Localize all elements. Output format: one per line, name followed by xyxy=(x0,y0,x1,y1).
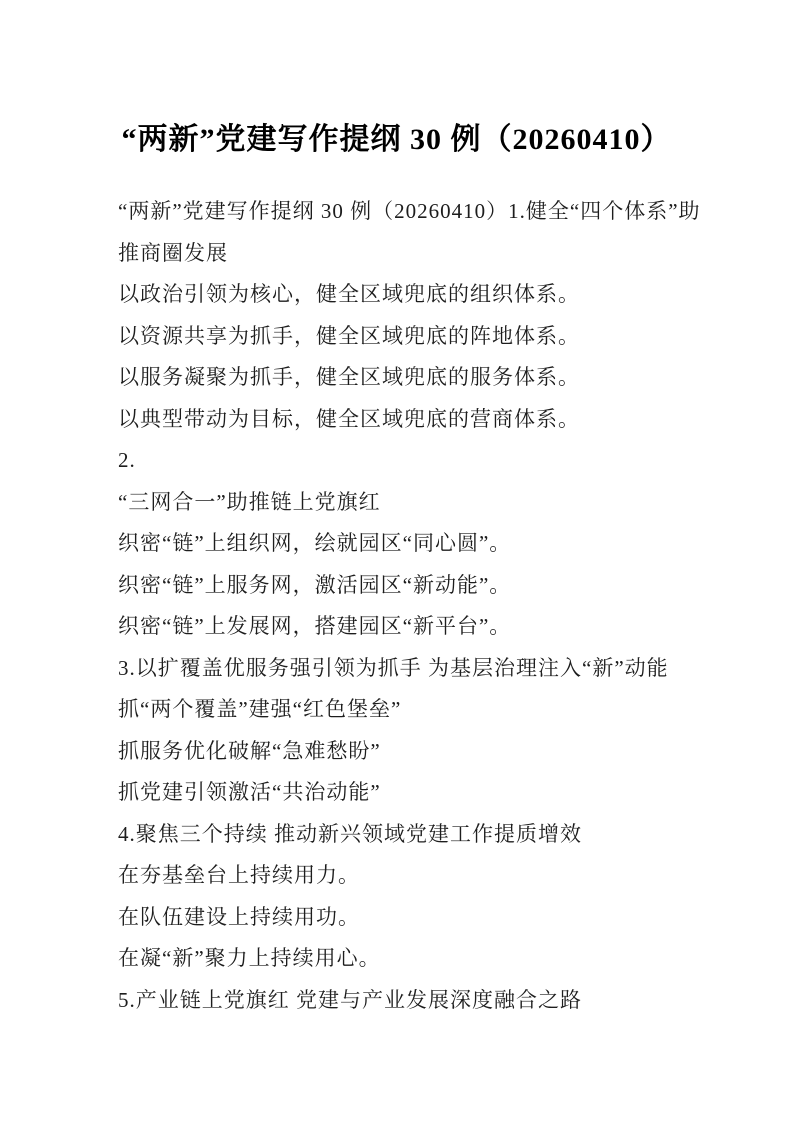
body-line: 在夯基垒台上持续用力。 xyxy=(118,863,360,887)
document-title: “两新”党建写作提纲 30 例（20260410） xyxy=(121,123,672,156)
body-line: 织密“链”上组织网，绘就园区“同心圆”。 xyxy=(118,531,512,555)
body-line: 5.产业链上党旗红 党建与产业发展深度融合之路 xyxy=(118,987,582,1012)
body-line: 以服务凝聚为抓手，健全区域兜底的服务体系。 xyxy=(118,365,580,389)
body-line: 推商圈发展 xyxy=(118,240,228,265)
body-line: 织密“链”上发展网，搭建园区“新平台”。 xyxy=(118,614,512,638)
body-line: 以政治引领为核心，健全区域兜底的组织体系。 xyxy=(118,282,580,306)
body-line: 抓“两个覆盖”建强“红色堡垒” xyxy=(118,697,402,721)
body-line: 在凝“新”聚力上持续用心。 xyxy=(118,946,381,970)
body-line: “三网合一”助推链上党旗红 xyxy=(118,489,381,514)
body-line: 2. xyxy=(118,448,136,472)
body-line: “两新”党建写作提纲 30 例（20260410）1.健全“四个体系”助 xyxy=(118,199,701,223)
body-line: 以资源共享为抓手，健全区域兜底的阵地体系。 xyxy=(118,323,580,348)
body-line: 在队伍建设上持续用功。 xyxy=(118,904,360,929)
body-line: 4.聚焦三个持续 推动新兴领域党建工作提质增效 xyxy=(118,821,582,846)
document-body xyxy=(0,191,793,1021)
body-line: 以典型带动为目标，健全区域兜底的营商体系。 xyxy=(118,406,580,431)
body-line: 抓党建引领激活“共治动能” xyxy=(118,780,381,804)
body-line: 抓服务优化破解“急难愁盼” xyxy=(118,738,381,763)
body-line: 织密“链”上服务网，激活园区“新动能”。 xyxy=(118,572,512,597)
body-line: 3.以扩覆盖优服务强引领为抓手 为基层治理注入“新”动能 xyxy=(118,655,669,680)
